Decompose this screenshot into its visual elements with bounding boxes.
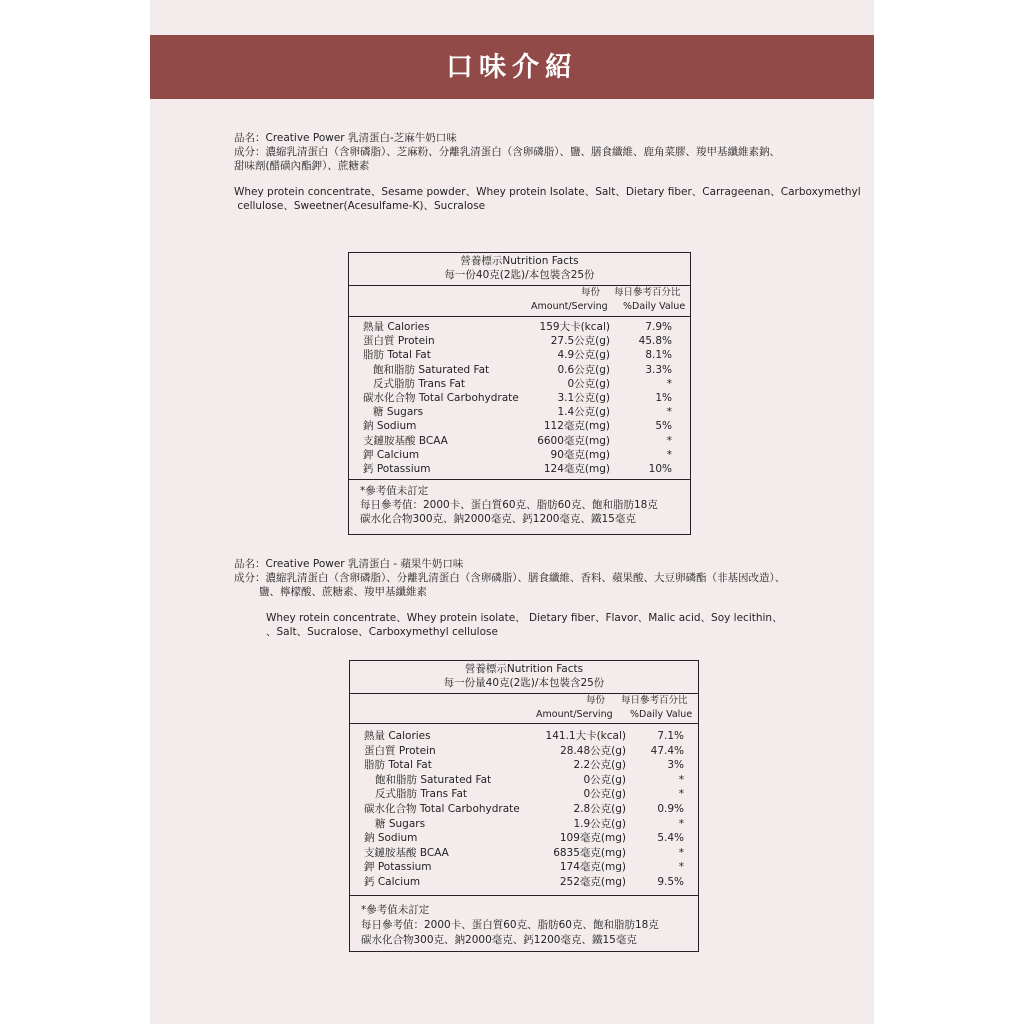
nutrient-amount: 6600毫克(mg) [537,434,610,447]
nutrient-label: 鈉 Sodium [363,420,417,433]
nutrient-amount: 2.2公克(g) [573,759,626,772]
nutrient-label: 糖 Sugars [373,406,424,419]
nutrition-table-1-rows [349,316,690,480]
nutrient-label: 鈣 Calcium [364,876,421,888]
nutrient-label: 鈉 Sodium [364,832,418,845]
nutrient-daily-value: 1% [655,392,672,404]
col-daily-en-label: %Daily Value [630,709,693,720]
nutrient-daily-value: 7.9% [645,321,672,333]
nutrition-row [350,758,698,772]
nutrient-daily-value: * [678,773,684,786]
nutrition-table-2-footnote [350,895,698,951]
nutrient-label: 飽和脂肪 Saturated Fat [373,363,490,376]
nutrient-daily-value: 5.4% [657,832,684,845]
nutrition-row [349,391,690,405]
nutrition-table-2-rows [350,723,698,896]
nutrition-row [349,334,690,348]
nutrient-daily-value: 9.5% [657,876,684,888]
nutrition-row [350,787,698,801]
col-daily-label: 每日參考百分比 [621,695,688,706]
nutrient-label: 蛋白質 Protein [363,335,435,348]
product1-ingredients-line2: 甜味劑(醋磺內酯鉀）、蔗糖素 [234,160,370,172]
product2-name: 品名：Creative Power 乳清蛋白 - 蘋果牛奶口味 [234,558,464,570]
nutrient-label: 碳水化合物 Total Carbohydrate [363,392,519,404]
product2-english-line1: Whey rotein concentrate、Whey protein isolate、 Dietary fiber、Flavor、Malic acid、Soy lecithin、 [266,612,783,624]
nutrient-amount: 124毫克(mg) [543,463,610,475]
nutrient-amount: 1.4公克(g) [557,406,610,419]
nutrient-label: 熱量 Calories [363,321,430,333]
nutrient-amount: 0公克(g) [583,773,626,786]
nutrient-daily-value: 10% [648,463,672,475]
nutrient-label: 碳水化合物 Total Carbohydrate [364,803,520,815]
nutrition-row [349,377,690,391]
nutrition-row [349,363,690,377]
nutrition-row [350,817,698,831]
col-serving-en-label: Amount/Serving [531,301,608,312]
nutrient-amount: 28.48公克(g) [560,744,626,757]
nutrient-amount: 252毫克(mg) [559,876,626,888]
nutrient-daily-value: * [678,817,684,830]
nutrient-daily-value: * [666,434,672,447]
nutrient-label: 飽和脂肪 Saturated Fat [375,773,492,786]
nutrition-table-2 [349,660,699,952]
nutrient-daily-value: 8.1% [645,349,672,362]
nutrient-amount: 3.1公克(g) [557,392,610,404]
nutrient-amount: 0.6公克(g) [557,363,610,376]
product1-name: 品名：Creative Power 乳清蛋白-芝麻牛奶口味 [234,132,457,144]
nutrition-row [350,875,698,889]
nutrition-row [349,348,690,362]
nutrient-amount: 141.1大卡(kcal) [545,730,626,742]
serving-size: 每一份40克(2匙)/本包裝含25份 [444,269,595,281]
nutrient-label: 鉀 Potassium [364,861,432,874]
nutrition-row [349,405,690,419]
col-daily-label: 每日參考百分比 [614,287,681,298]
nutrition-row [349,462,690,476]
nutrient-daily-value: 3% [667,759,684,772]
footnote-line: 每日參考值：2000卡、蛋白質60克、脂肪60克、飽和脂肪18克 [360,499,658,511]
nutrition-row [350,773,698,787]
nutrient-amount: 2.8公克(g) [573,803,626,815]
page-title: 口味介紹 [446,52,578,83]
nutrition-table-2-column-header [350,693,698,724]
product1-english-line1: Whey protein concentrate、Sesame powder、Whey protein Isolate、Salt、Dietary fiber、Carrageenan、Carboxymethyl [234,186,861,198]
nutrition-row [350,860,698,874]
nutrient-daily-value: 3.3% [645,363,672,376]
nutrient-label: 反式脂肪 Trans Fat [375,788,468,801]
nutrient-amount: 0公克(g) [567,377,610,390]
title-banner [150,35,874,99]
col-daily-en-label: %Daily Value [623,301,686,312]
nutrition-row [349,320,690,334]
nutrient-label: 反式脂肪 Trans Fat [373,377,466,390]
product1-english-line2: cellulose、Sweetner(Acesulfame-K)、Sucralose [234,200,486,212]
nutrient-amount: 27.5公克(g) [550,335,610,348]
nutrition-row [350,831,698,845]
nutrient-daily-value: 7.1% [657,730,684,742]
footnote-line: 每日參考值：2000卡、蛋白質60克、脂肪60克、飽和脂肪18克 [361,919,659,931]
nutrition-row [349,434,690,448]
nutrient-amount: 6835毫克(mg) [553,846,626,859]
col-serving-label: 每份 [581,287,601,298]
nutrient-amount: 0公克(g) [583,788,626,801]
nutrient-label: 脂肪 Total Fat [364,759,432,772]
nutrient-label: 糖 Sugars [375,817,426,830]
nutrient-amount: 1.9公克(g) [573,817,626,830]
nutrition-row [349,419,690,433]
document-page [150,0,874,1024]
nutrition-table-1-footnote [349,479,690,534]
product2-ingredients-line2: 鹽、檸檬酸、蔗糖素、羧甲基纖維素 [259,586,427,598]
nutrient-amount: 159大卡(kcal) [539,321,610,333]
product1-ingredients-line1: 成分：濃縮乳清蛋白（含卵磷脂）、芝麻粉、分離乳清蛋白（含卵磷脂）、鹽、膳食纖維、鹿角菜膠、羧甲基纖維素鈉、 [234,146,780,158]
serving-size: 每一份量40克(2匙)/本包裝含25份 [443,677,605,689]
nutrient-label: 支鏈胺基酸 BCAA [364,846,449,859]
nutrition-row [350,802,698,816]
nutrient-amount: 90毫克(mg) [550,448,610,461]
nutrient-label: 鉀 Calcium [363,448,420,461]
footnote-line: 碳水化合物300克、鈉2000毫克、鈣1200毫克、鐵15毫克 [361,934,637,946]
nutrition-row [349,448,690,462]
nutrient-daily-value: * [678,861,684,874]
nutrition-table-2-header [350,661,698,694]
footnote-line: 碳水化合物300克、鈉2000毫克、鈣1200毫克、鐵15毫克 [360,513,636,525]
nutrition-row [350,846,698,860]
nutrition-table-1-column-header [349,285,690,317]
nutrient-label: 支鏈胺基酸 BCAA [363,434,448,447]
footnote-line: *參考值未訂定 [361,904,430,916]
nutrient-amount: 4.9公克(g) [557,349,610,362]
nutrient-daily-value: * [678,788,684,801]
nutrient-daily-value: * [678,846,684,859]
nutrient-amount: 109毫克(mg) [559,832,626,845]
nutrition-table-1 [348,252,691,535]
nutrition-title: 營養標示Nutrition Facts [460,255,579,267]
nutrient-label: 脂肪 Total Fat [363,349,431,362]
nutrient-label: 熱量 Calories [364,730,431,742]
nutrient-daily-value: * [666,377,672,390]
nutrient-label: 蛋白質 Protein [364,744,436,757]
nutrient-amount: 174毫克(mg) [559,861,626,874]
nutrient-daily-value: 47.4% [650,744,684,757]
nutrient-label: 鈣 Potassium [363,463,431,475]
col-serving-label: 每份 [586,695,606,706]
nutrition-row [350,744,698,758]
product2-ingredients-line1: 成分：濃縮乳清蛋白（含卵磷脂）、分離乳清蛋白（含卵磷脂）、膳食纖維、香料、蘋果酸、大豆卵磷酯（非基因改造）、 [234,572,786,584]
product2-english-line2: 、Salt、Sucralose、Carboxymethyl cellulose [266,626,498,638]
nutrition-table-1-header [349,253,690,286]
nutrient-daily-value: * [666,406,672,419]
footnote-line: *參考值未訂定 [360,485,429,497]
nutrition-title: 營養標示Nutrition Facts [464,663,584,675]
nutrient-daily-value: 0.9% [657,803,684,815]
nutrient-daily-value: * [666,448,672,461]
nutrient-amount: 112毫克(mg) [543,420,610,433]
nutrient-daily-value: 5% [655,420,672,433]
col-serving-en-label: Amount/Serving [536,709,613,720]
nutrient-daily-value: 45.8% [638,335,672,348]
nutrition-row [350,729,698,743]
